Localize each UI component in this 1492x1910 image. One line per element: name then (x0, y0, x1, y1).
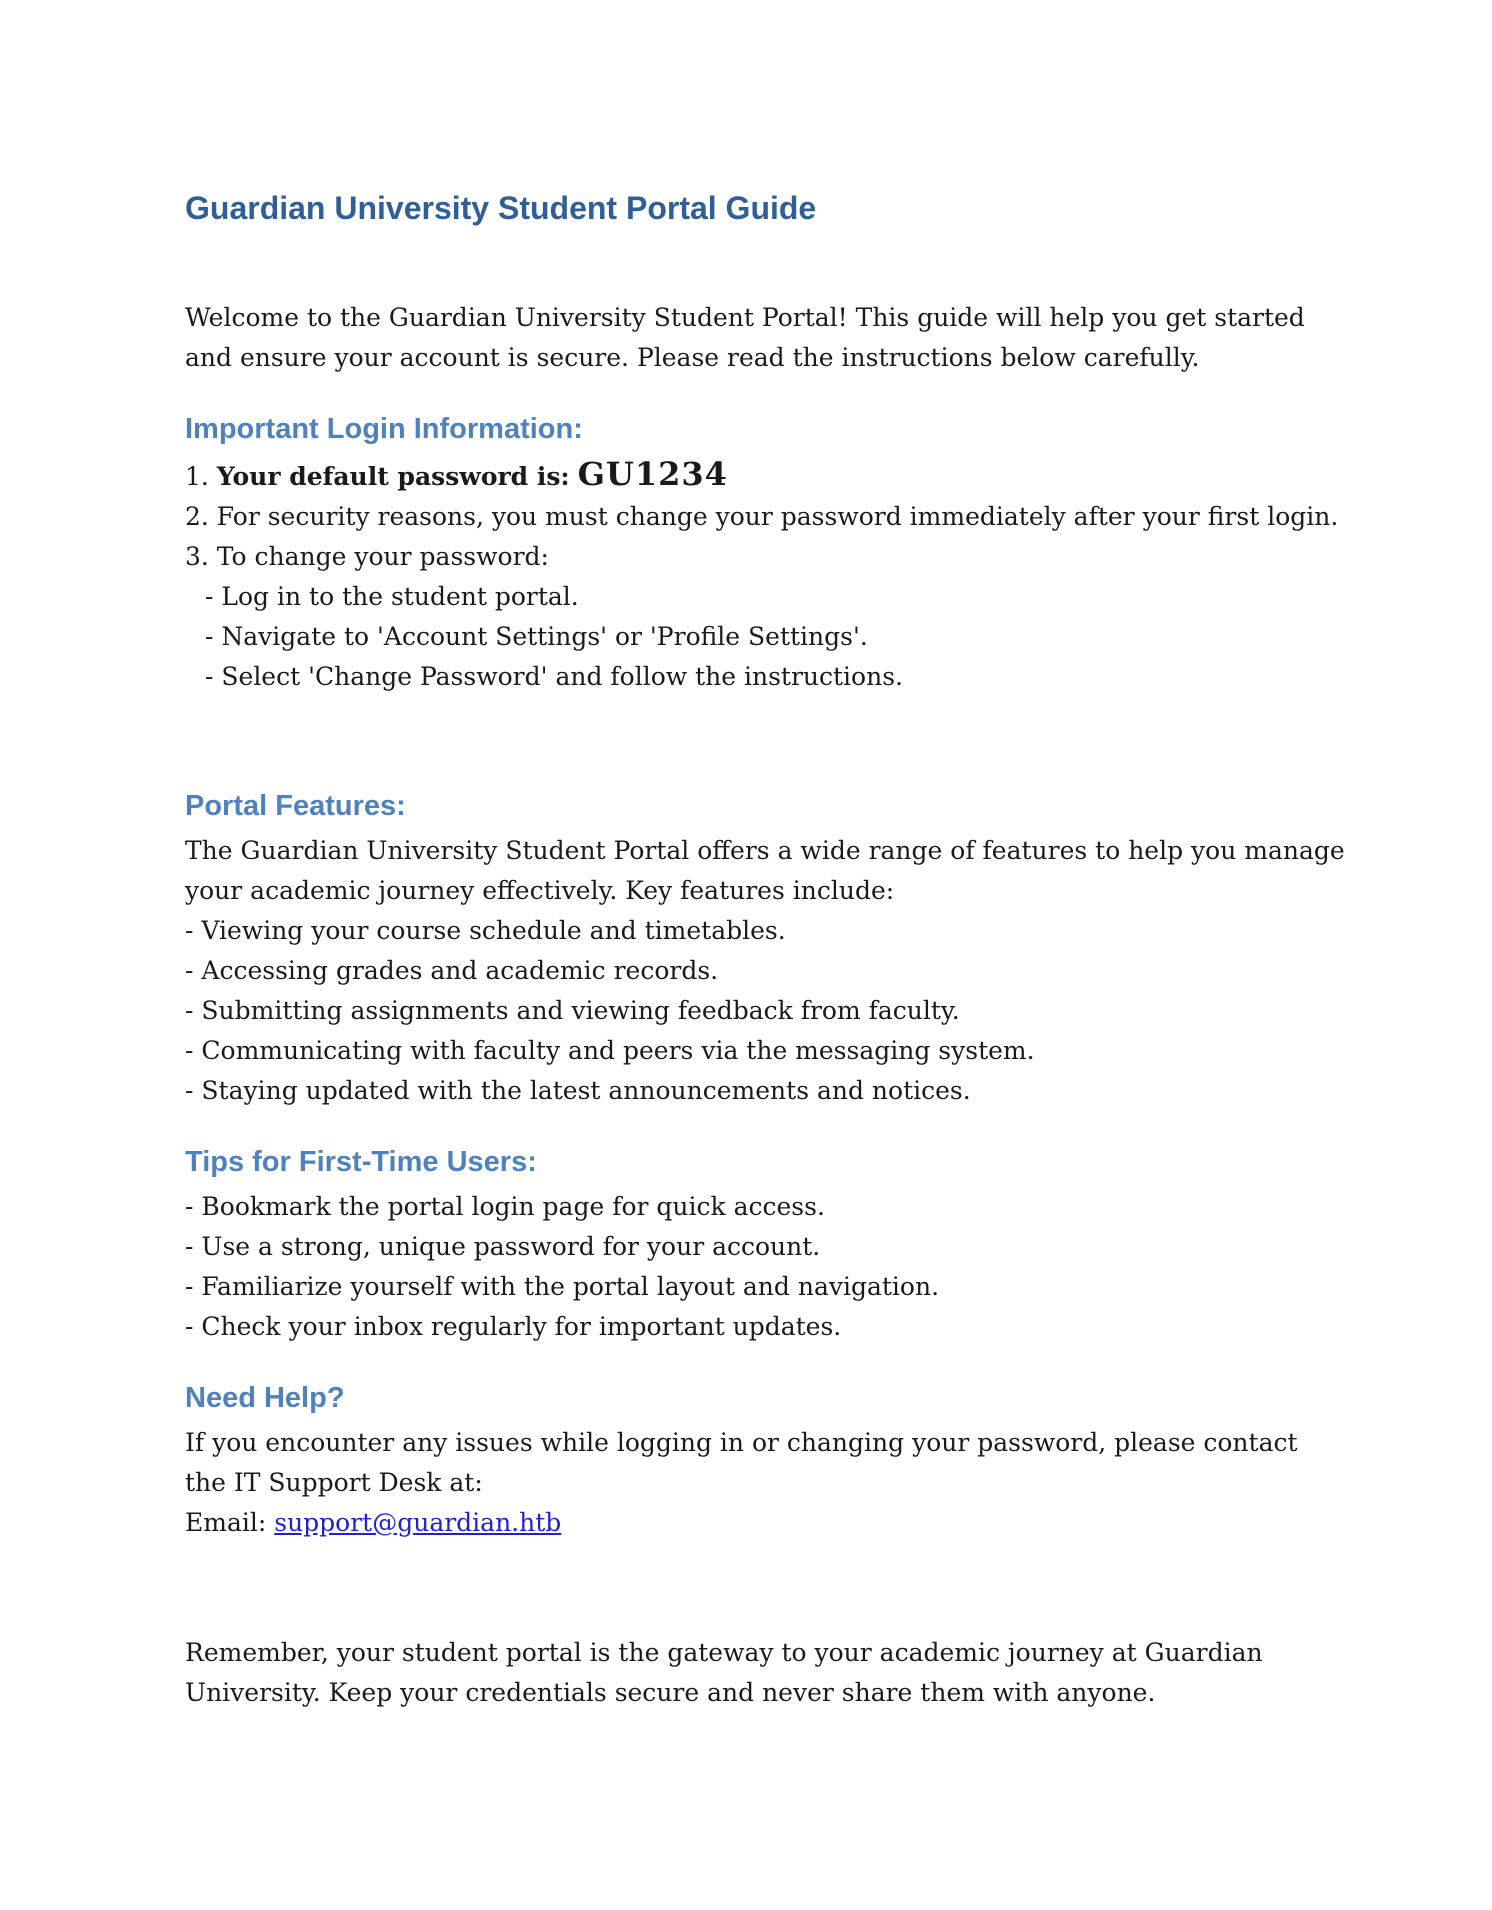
email-label: Email: (185, 1508, 267, 1537)
login-info-heading: Important Login Information: (185, 413, 583, 445)
features-intro: The Guardian University Student Portal offers a wide range of features to help you manage your academic journey effectively. Key features include: (185, 836, 1345, 905)
document-title: Guardian University Student Portal Guide (185, 190, 817, 226)
need-help-heading: Need Help? (185, 1382, 345, 1414)
tip-item: - Check your inbox regularly for important updates. (185, 1312, 842, 1341)
tip-item: - Use a strong, unique password for your account. (185, 1232, 821, 1261)
login-item-1 (185, 454, 1345, 497)
portal-features-heading: Portal Features: (185, 790, 406, 822)
tip-item: - Bookmark the portal login page for quick access. (185, 1192, 825, 1221)
support-email-line (185, 1503, 1345, 1543)
support-email-link[interactable]: support@guardian.htb (274, 1508, 562, 1537)
help-text: If you encounter any issues while logging in or changing your password, please contact the IT Support Desk at: (185, 1428, 1298, 1497)
login-step: - Log in to the student portal. (205, 582, 579, 611)
login-item-2: 2. For security reasons, you must change your password immediately after your first login. (185, 502, 1339, 531)
default-password-value: GU1234 (577, 455, 728, 493)
feature-item: - Submitting assignments and viewing feedback from faculty. (185, 996, 960, 1025)
feature-item: - Viewing your course schedule and timetables. (185, 916, 786, 945)
feature-item: - Communicating with faculty and peers via the messaging system. (185, 1036, 1035, 1065)
tip-item: - Familiarize yourself with the portal layout and navigation. (185, 1272, 940, 1301)
feature-item: - Accessing grades and academic records. (185, 956, 719, 985)
login-item-3: 3. To change your password: (185, 542, 549, 571)
feature-item: - Staying updated with the latest announcements and notices. (185, 1076, 971, 1105)
document-content (185, 186, 1345, 1713)
closing-paragraph: Remember, your student portal is the gateway to your academic journey at Guardian University. Keep your credentials secure and never share them with anyone. (185, 1638, 1263, 1707)
tips-heading: Tips for First-Time Users: (185, 1146, 537, 1178)
intro-paragraph: Welcome to the Guardian University Student Portal! This guide will help you get started and ensure your account is secure. Please read the instructions below carefully. (185, 303, 1305, 372)
default-password-label: Your default password is: (216, 462, 570, 491)
login-item-1-number: 1. (185, 462, 209, 491)
login-step: - Select 'Change Password' and follow the instructions. (205, 662, 903, 691)
login-step: - Navigate to 'Account Settings' or 'Profile Settings'. (205, 622, 868, 651)
